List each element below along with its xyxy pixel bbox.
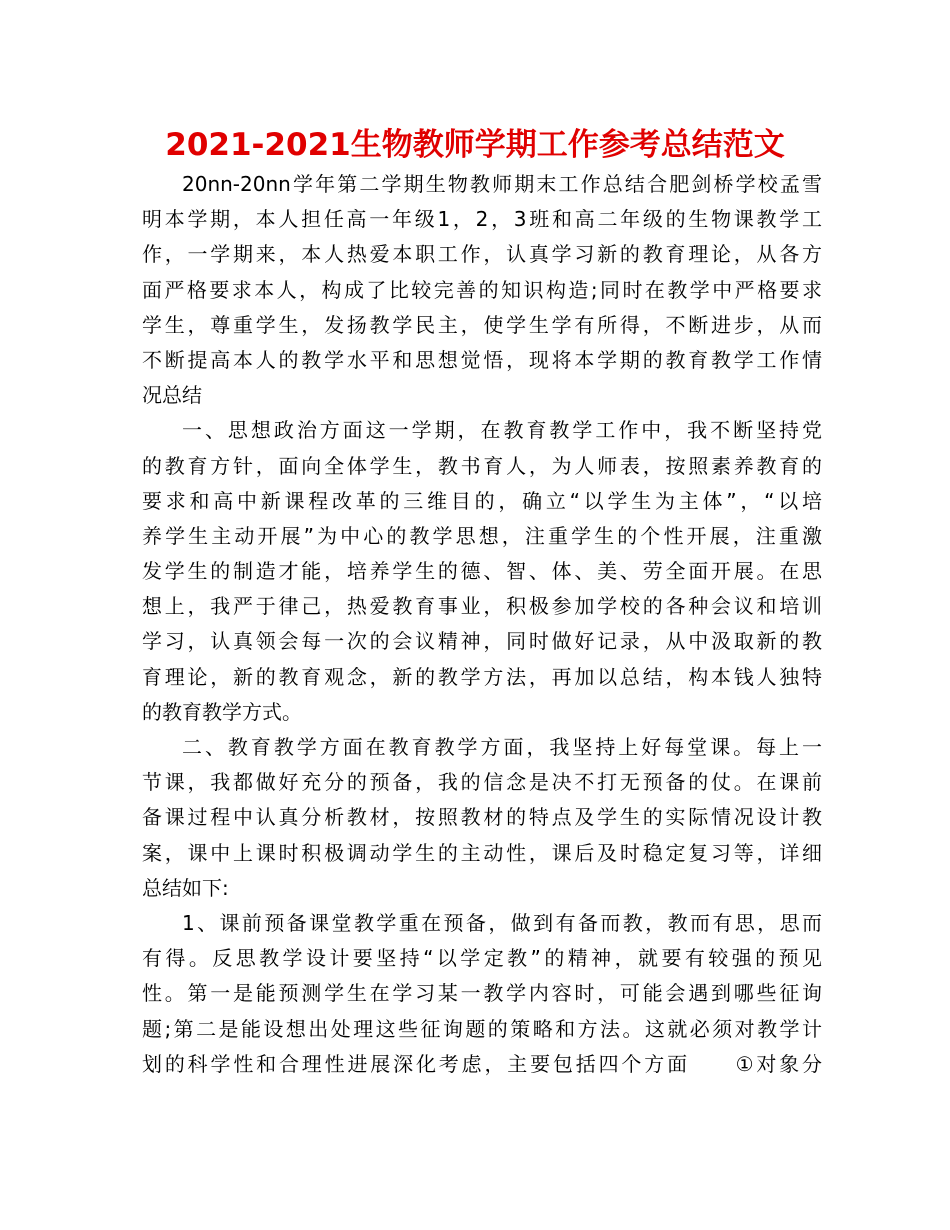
body-line: 20nn-20nn学年第二学期生物教师期末工作总结合肥剑桥学校孟雪 xyxy=(182,172,822,196)
body-line: 作，一学期来，本人热爱本职工作，认真学习新的教育理论，从各方 xyxy=(142,242,822,267)
body-line: 有得。反思教学设计要坚持“以学定教”的精神，就要有较强的预见 xyxy=(142,946,822,971)
body-line: 况总结 xyxy=(142,383,202,408)
body-line: 题;第二是能设想出处理这些征询题的策略和方法。这就必须对教学计 xyxy=(142,1016,822,1041)
body-line: 学习，认真领会每一次的会议精神，同时做好记录，从中汲取新的教 xyxy=(142,629,822,654)
body-line: 性。第一是能预测学生在学习某一教学内容时，可能会遇到哪些征询 xyxy=(142,981,822,1006)
body-line: 发学生的制造才能，培养学生的德、智、体、美、劳全面开展。在思 xyxy=(142,559,822,584)
body-line: 节课，我都做好充分的预备，我的信念是决不打无预备的仗。在课前 xyxy=(142,770,822,795)
body-line: 育理论，新的教育观念，新的教学方法，再加以总结，构本钱人独特 xyxy=(142,664,822,689)
body-line: 不断提高本人的教学水平和思想觉悟，现将本学期的教育教学工作情 xyxy=(142,347,822,372)
body-line: 想上，我严于律己，热爱教育事业，积极参加学校的各种会议和培训 xyxy=(142,594,822,619)
body-line: 总结如下: xyxy=(142,875,229,900)
body-line: 备课过程中认真分析教材，按照教材的特点及学生的实际情况设计教 xyxy=(142,805,822,830)
body-line: 的教育方针，面向全体学生，教书育人，为人师表，按照素养教育的 xyxy=(142,453,822,478)
body-line: 要求和高中新课程改革的三维目的，确立“以学生为主体”，“以培 xyxy=(142,488,822,513)
body-line: 一、思想政治方面这一学期，在教育教学工作中，我不断坚持党 xyxy=(182,418,822,443)
body-line: 明本学期，本人担任高一年级1，2，3班和高二年级的生物课教学工 xyxy=(142,207,822,232)
document-body xyxy=(142,167,822,1082)
body-line: 案，课中上课时积极调动学生的主动性，课后及时稳定复习等，详细 xyxy=(142,840,822,865)
body-line: 1、课前预备课堂教学重在预备，做到有备而教，教而有思，思而 xyxy=(182,910,822,935)
document-title: 2021-2021生物教师学期工作参考总结范文 xyxy=(165,127,785,163)
body-line: 二、教育教学方面在教育教学方面，我坚持上好每堂课。每上一 xyxy=(182,735,822,759)
body-line: 划的科学性和合理性进展深化考虑，主要包括四个方面 ①对象分 xyxy=(142,1051,822,1076)
body-line: 面严格要求本人，构成了比较完善的知识构造;同时在教学中严格要求 xyxy=(142,277,822,302)
body-line: 养学生主动开展”为中心的教学思想，注重学生的个性开展，注重激 xyxy=(142,523,822,548)
body-line: 学生，尊重学生，发扬教学民主，使学生学有所得，不断进步，从而 xyxy=(142,312,822,337)
body-line: 的教育教学方式。 xyxy=(142,699,302,724)
